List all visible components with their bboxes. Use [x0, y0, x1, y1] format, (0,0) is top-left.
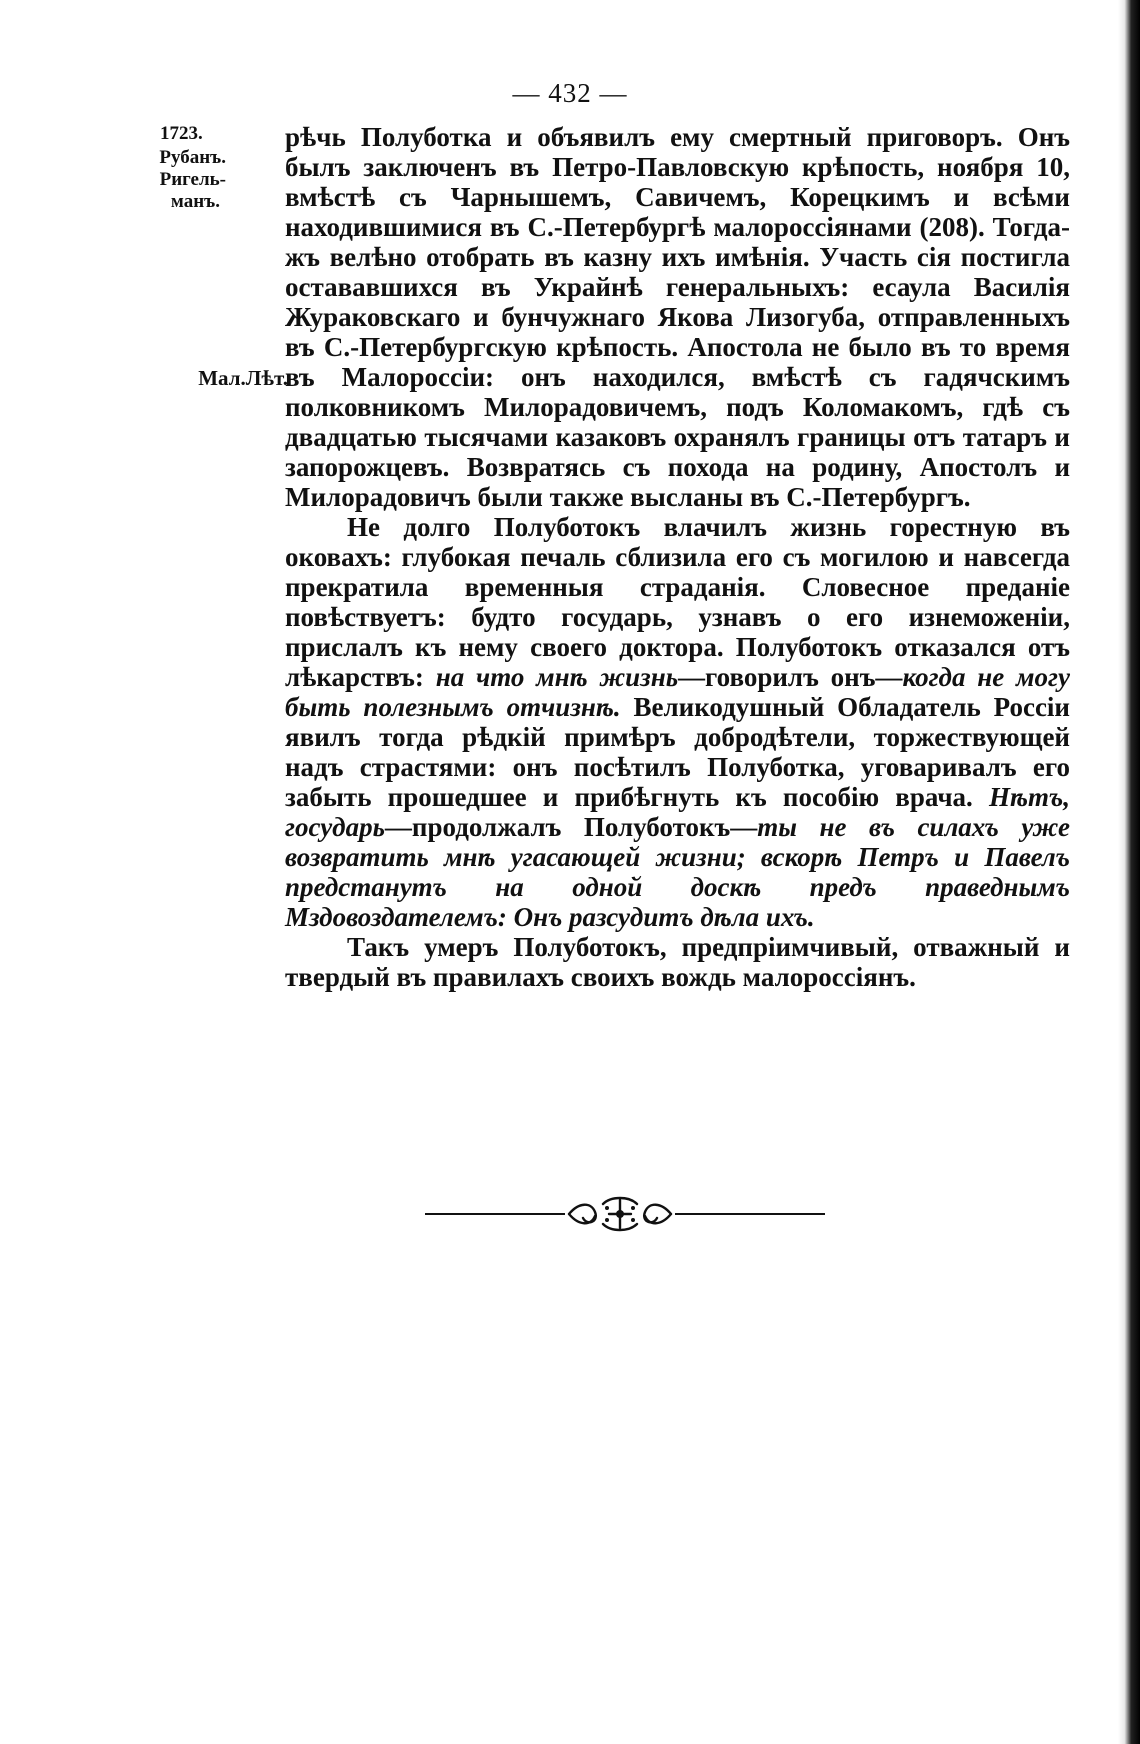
text-segment: —продолжалъ Полуботокъ—: [384, 812, 758, 842]
margin-note-source-3: Мал.Лѣт.: [198, 366, 288, 390]
text-segment: Такъ умеръ Полуботокъ, предпріимчивый, отважный и твердый въ правилахъ своихъ вождь малороссіянъ.: [285, 932, 1070, 992]
section-ornament: [425, 1192, 825, 1236]
page-edge-shadow: [1118, 0, 1140, 1744]
floral-ornament-icon: [565, 1192, 675, 1236]
ornament-line-right: [675, 1213, 825, 1215]
italic-quote: Нѣтъ, государь: [285, 782, 1070, 842]
paragraph-3: [285, 932, 1070, 992]
text-segment: Великодушный Обладатель Россіи явилъ тогда рѣдкій примѣръ добродѣтели, торжествующей надъ страстями: онъ посѣтилъ Полуботка, уговаривалъ его забыть прошедшее и прибѣгнуть къ пособію врача.: [285, 692, 1070, 812]
margin-note-source-2b: манъ.: [170, 191, 220, 212]
ornament-line-left: [425, 1213, 565, 1215]
text-segment: рѣчь Полуботка и объявилъ ему смертный приговоръ. Онъ былъ заключенъ въ Петро-Павловскую крѣпость, ноября 10, вмѣстѣ съ Чарнышемъ, Савичемъ, Корецкимъ и всѣми находившимися въ С.-Петербургѣ малороссіянами (208). Тогда-жъ велѣно отобрать въ казну ихъ имѣнія. Участь сія постигла остававшихся въ Украйнѣ генеральныхъ: есаула Василія Жураковскаго и бунчужнаго Якова Лизогуба, отправленныхъ въ С.-Петербургскую крѣпость. Апостола не было въ то время въ Малороссіи: онъ находился, вмѣстѣ съ гадячскимъ полковникомъ Милорадовичемъ, подъ Коломакомъ, гдѣ съ двадцатью тысячами казаковъ охранялъ границы отъ татаръ и запорожцевъ. Возвратясь съ похода на родину, Апостолъ и Милорадовичъ были также высланы въ С.-Петербургъ.: [285, 122, 1070, 512]
italic-quote: когда не могу быть полезнымъ отчизнѣ.: [285, 662, 1070, 722]
paragraph-2: [285, 512, 1070, 932]
margin-note-year: 1723.: [160, 123, 203, 144]
main-text: [285, 122, 1070, 992]
margin-note-source-1: Рубанъ.: [159, 147, 226, 168]
paragraph-1: [285, 122, 1070, 512]
text-segment: Не долго Полуботокъ влачилъ жизнь горестную въ оковахъ: глубокая печаль сблизила его съ могилою и навсегда прекратила временныя страданія. Словесное преданіе повѣствуетъ: будто государь, узнавъ о его изнеможеніи, прислалъ къ нему своего доктора. Полуботокъ отказался отъ лѣкарствъ:: [285, 512, 1070, 692]
margin-note-source-2a: Ригель-: [159, 169, 226, 190]
text-segment: —говорилъ онъ—: [678, 662, 903, 692]
italic-quote: ты не въ силахъ уже возвратить мнѣ угасающей жизни; вскорѣ Петръ и Павелъ предстанутъ на одной доскѣ предъ праведнымъ Мздовоздателемъ: Онъ разсудитъ дѣла ихъ.: [285, 812, 1070, 932]
italic-quote: на что мнѣ жизнь: [435, 662, 679, 692]
page-number: — 432 —: [512, 78, 628, 108]
